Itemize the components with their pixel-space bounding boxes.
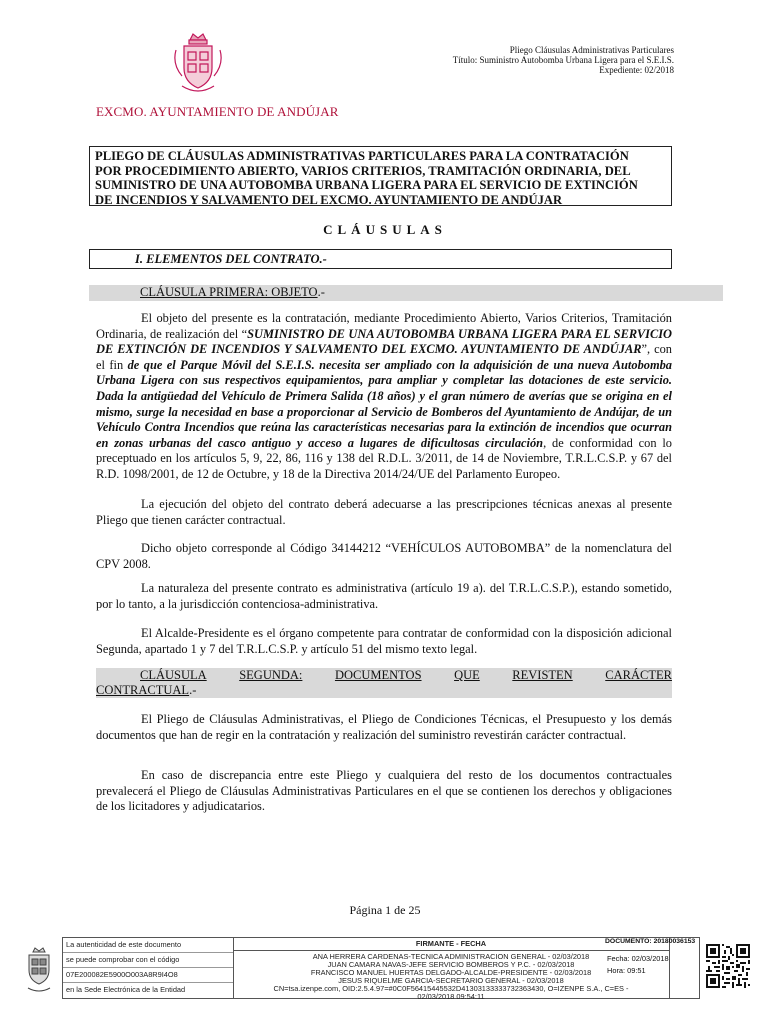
p2-text: La ejecución del objeto del contrato deberá adecuarse a las prescripciones técnicas anexas al presente Pliego que tienen carácter contractual.: [96, 497, 672, 527]
paragraph-5: [96, 626, 672, 657]
clause-2-word: REVISTEN: [512, 668, 573, 682]
signer-lines: [233, 951, 669, 1001]
signers-header: FIRMANTE - FECHA: [233, 938, 669, 951]
verification-code: 07E200082E5900O003A8R9I4O8: [63, 968, 233, 983]
title-line: DE INCENDIOS Y SALVAMENTO DEL EXCMO. AYUNTAMIENTO DE ANDÚJAR: [95, 192, 563, 207]
signer-line: 02/03/2018 09:54:11: [417, 992, 485, 1001]
p1-text: ”, con el fin: [96, 342, 672, 372]
paragraph-4: [96, 581, 672, 612]
clause-1-label: CLÁUSULA PRIMERA: OBJETO: [140, 285, 318, 299]
clause-2-word: CARÁCTER: [605, 668, 672, 682]
signer-line: ANA HERRERA CARDENAS-TECNICA ADMINISTRACION GENERAL - 02/03/2018: [312, 952, 590, 961]
p1-text: , de conformidad con lo preceptuado en los artículos 5, 9, 22, 86, 116 y 138 del R.D.L. 3/2011, de 14 de Noviembre, T.R.L.C.S.P. y 67 del R.D. 1098/2001, de 12 de Octubre, y 18 de la Directiva 2014/24/UE del Parlamento Europeo.: [96, 435, 672, 481]
footer-coat-of-arms-icon: [22, 946, 56, 996]
signer-line: CN=tsa.izenpe.com, OID:2.5.4.97=#0C0F56415445532D41303133333732363430, O=IZENPE S.A., C=ES -: [273, 984, 629, 993]
document-title: [89, 146, 672, 206]
p3-text: Dicho objeto corresponde al Código 34144212 “VEHÍCULOS AUTOBOMBA” de la nomenclatura del CPV 2008.: [96, 541, 672, 571]
paragraph-7: [96, 768, 672, 815]
p5-text: El Alcalde-Presidente es el órgano competente para contratar de conformidad con la disposición adicional Segunda, apartado 1 y 7 del T.R.L.C.S.P. y artículo 51 del mismo texto legal.: [96, 626, 672, 656]
organization-name: EXCMO. AYUNTAMIENTO DE ANDÚJAR: [96, 104, 339, 119]
verification-line: se puede comprobar con el código: [63, 953, 233, 968]
signature-table: [62, 937, 700, 999]
paragraph-3: [96, 541, 672, 572]
p6-text: El Pliego de Cláusulas Administrativas, el Pliego de Condiciones Técnicas, el Presupuesto y los demás documentos que han de regir en la contratación y realización del suministro revestirán carácter contractual.: [96, 712, 672, 742]
paragraph-2: [96, 497, 672, 528]
header-line-3: Expediente: 02/2018: [599, 65, 674, 75]
clause-2-word: DOCUMENTOS: [334, 668, 422, 682]
p4-text: La naturaleza del presente contrato es administrativa (artículo 19 a). del T.R.L.C.S.P.), estando sometido, por lo tanto, a la jurisdicción contenciosa-administrativa.: [96, 581, 672, 611]
signer-line: FRANCISCO MANUEL HUERTAS DELGADO-ALCALDE-PRESIDENTE - 02/03/2018: [310, 968, 592, 977]
p7-text: En caso de discrepancia entre este Pliego y cualquiera del resto de los documentos contractuales prevalecerá el Pliego de Cláusulas Administrativas Particulares en el que se contienen los derechos y obligaciones de los licitadores y adjudicatarios.: [96, 768, 672, 814]
clause-2-suffix: .-: [189, 683, 197, 697]
signer-line: JUAN CAMARA NAVAS-JEFE SERVICIO BOMBEROS Y P.C. - 02/03/2018: [327, 960, 575, 969]
section-heading: I. ELEMENTOS DEL CONTRATO.-: [89, 249, 672, 269]
clause-2-heading: [96, 668, 672, 698]
header-line-2: Título: Suministro Autobomba Urbana Ligera para el S.E.I.S.: [452, 55, 674, 65]
clause-2-word: CONTRACTUAL: [96, 683, 190, 697]
clause-2-word: CLÁUSULA: [140, 668, 207, 682]
page-number: Página 1 de 25: [349, 903, 421, 917]
clause-1-heading: [89, 285, 723, 301]
clause-2-word: QUE: [454, 668, 480, 682]
p1-purpose: de que el Parque Móvil del S.E.I.S. necesita ser ampliado con la adquisición de una nueva Autobomba Urbana Ligera con sus respectivos equipamientos, para ampliar y completar las dotaciones de este servicio. Dada la antigüedad del Vehículo de Primera Salida (18 años) y el gran número de averías que se origina en el mismo, surge la necesidad en base a proporcionar al Servicio de Bomberos del Ayuntamiento de Andújar, de un Vehículo Contra Incendios que reúna las características necesarias para la extinción de incendios que ocurran en zonas urbanas del casco antiguo y acceso a lugares de dificultosas circulación: [96, 357, 672, 450]
signature-time: Hora: 09:51: [607, 966, 646, 975]
title-line: POR PROCEDIMIENTO ABIERTO, VARIOS CRITERIOS, TRAMITACIÓN ORDINARIA, DEL: [95, 163, 631, 178]
document-id: DOCUMENTO: 20180036153: [605, 938, 696, 945]
verification-line: La autenticidad de este documento: [63, 938, 233, 953]
p1-contract-name: SUMINISTRO DE UNA AUTOBOMBA URBANA LIGERA PARA EL SERVICIO DE EXTINCIÓN DE INCENDIOS Y SALVAMENTO DEL EXCMO. AYUNTAMIENTO DE ANDÚJAR: [96, 326, 672, 357]
coat-of-arms-icon: [172, 30, 224, 102]
paragraph-6: [96, 712, 672, 743]
signature-date: Fecha: 02/03/2018: [607, 954, 669, 963]
title-line: SUMINISTRO DE UNA AUTOBOMBA URBANA LIGERA PARA EL SERVICIO DE EXTINCIÓN: [95, 178, 638, 192]
header-line-1: Pliego Cláusulas Administrativas Particulares: [509, 45, 674, 55]
clause-1-suffix: .-: [317, 285, 325, 299]
signer-line: JESUS RIQUELME GARCIA-SECRETARIO GENERAL - 02/03/2018: [338, 976, 564, 985]
title-line: PLIEGO DE CLÁUSULAS ADMINISTRATIVAS PARTICULARES PARA LA CONTRATACIÓN: [95, 149, 629, 163]
qr-code-icon: [706, 944, 750, 988]
document-header-info: [453, 45, 674, 75]
clausulas-heading: CLÁUSULAS: [323, 222, 447, 237]
verification-line: en la Sede Electrónica de la Entidad: [66, 985, 186, 994]
clause-2-word: SEGUNDA:: [239, 668, 303, 682]
signers-list: [233, 938, 670, 1001]
p1-text: El objeto del presente es la contratación, mediante Procedimiento Abierto, Varios Criterios, Tramitación Ordinaria, de realización del “: [96, 311, 672, 341]
verification-info: [63, 938, 234, 998]
paragraph-1: [96, 311, 672, 483]
